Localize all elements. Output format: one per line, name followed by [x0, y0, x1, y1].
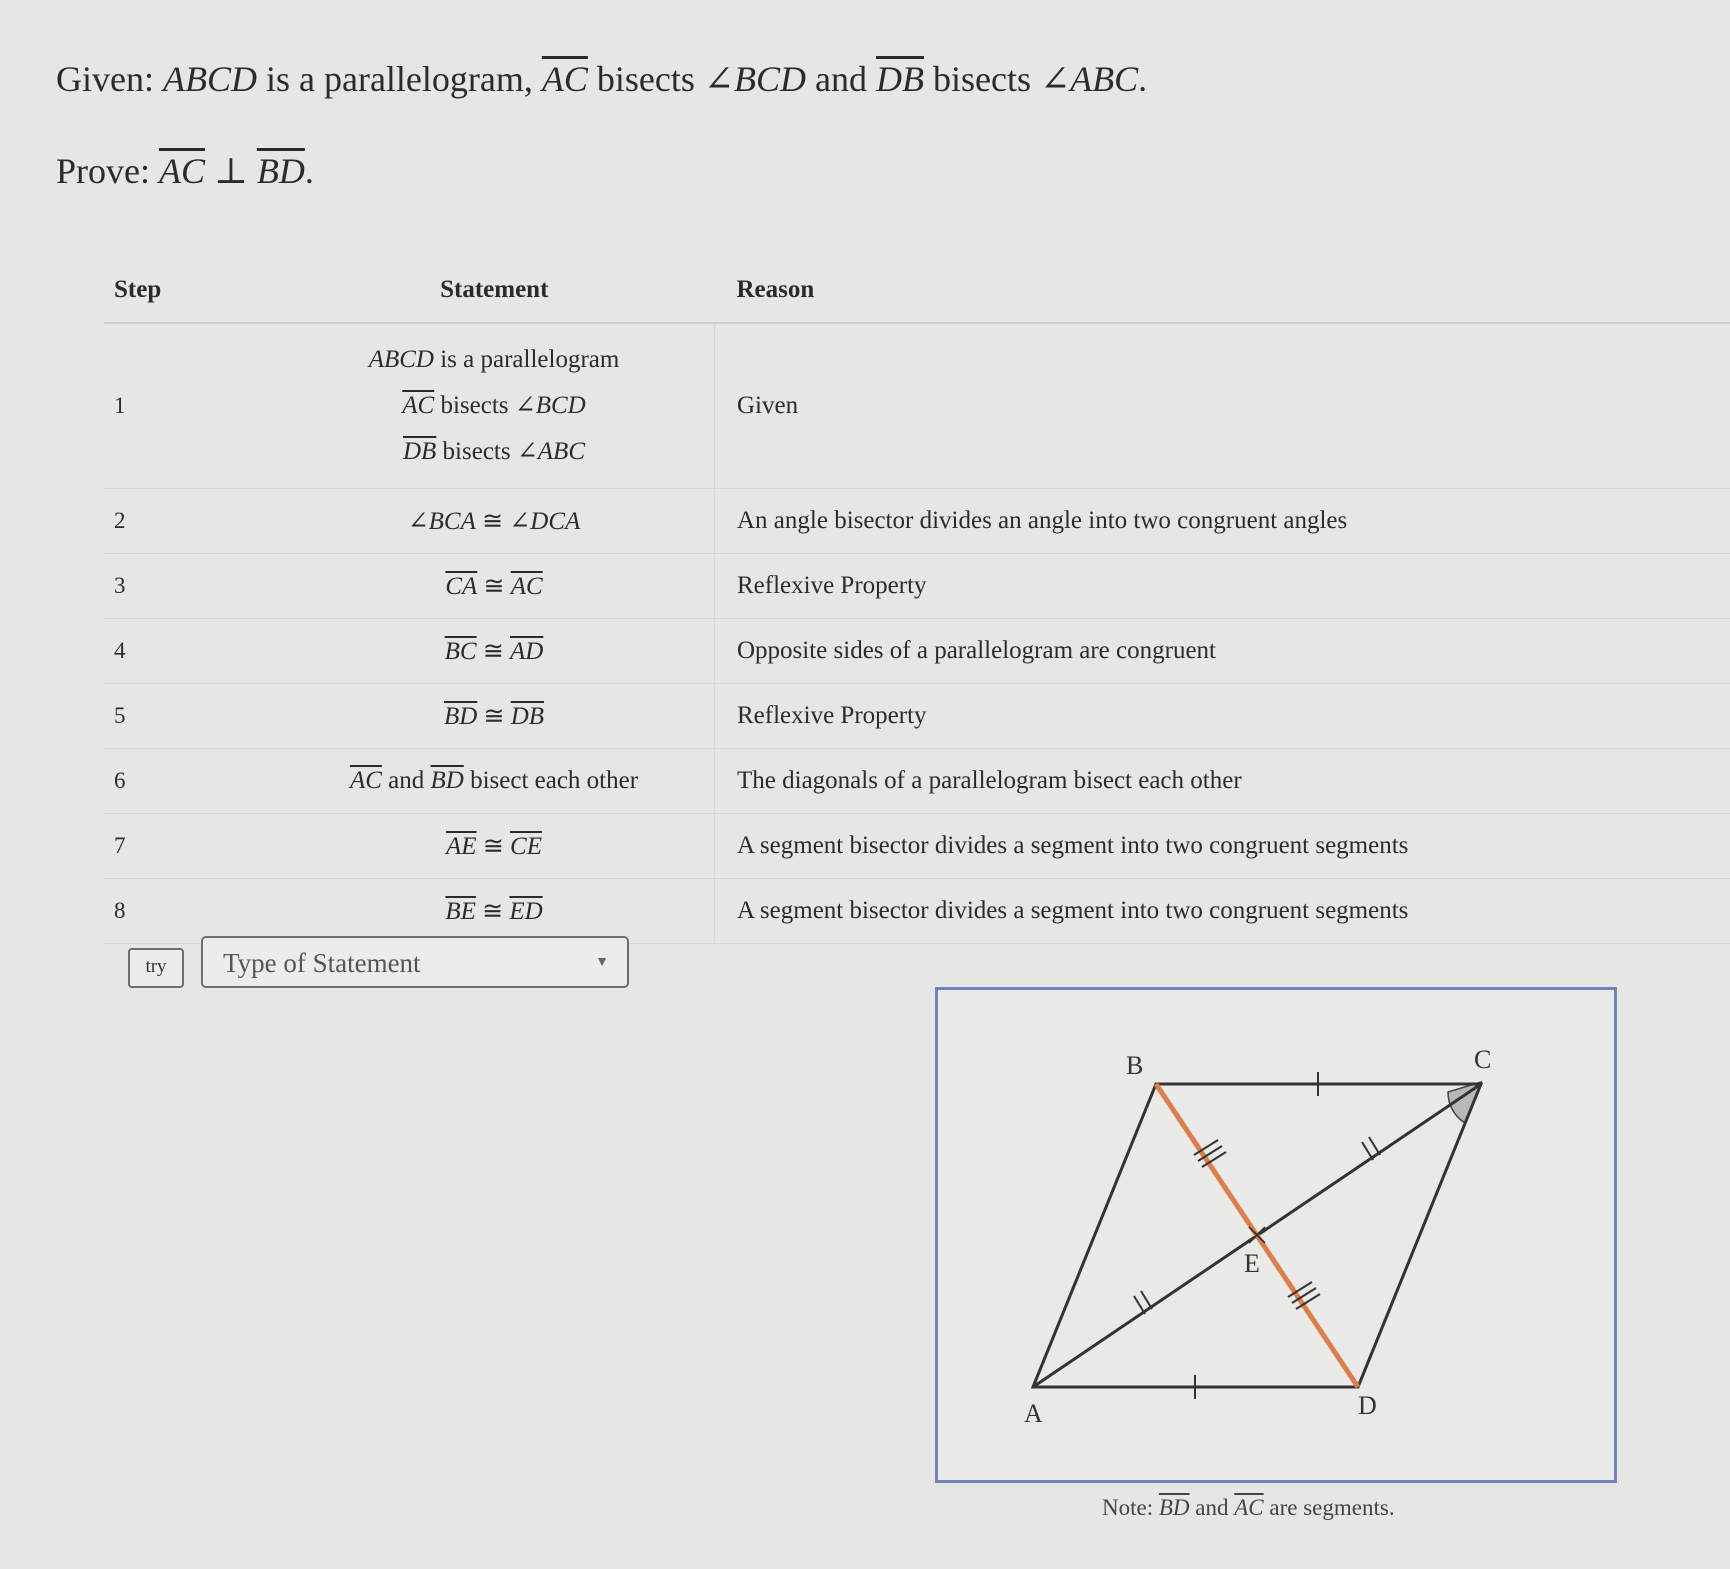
segment: $\overline{BC}$ [444, 638, 477, 665]
reason-cell: Opposite sides of a parallelogram are congruent [715, 619, 1730, 684]
statement-cell [274, 814, 715, 879]
parallelogram-diagram [938, 990, 1614, 1480]
step-number: 4 [104, 619, 274, 684]
statement-line [284, 337, 704, 383]
header-step: Step [104, 262, 274, 323]
reason-cell: Reflexive Property [715, 554, 1730, 619]
given-segment-ac: $\overline{AC}$ [541, 59, 588, 99]
segment: $\overline{DB}$ [402, 438, 437, 465]
table-row [104, 323, 1730, 489]
given-angle-abc: ∠ABC [1040, 59, 1139, 99]
statement-text: bisects [436, 438, 517, 465]
perpendicular-symbol: ⊥ [205, 151, 257, 191]
segment: $\overline{BE}$ [445, 898, 476, 925]
label-d: D [1358, 1391, 1377, 1420]
given-text-2: bisects [587, 59, 704, 99]
note-text: and [1189, 1495, 1235, 1520]
given-end: . [1138, 59, 1148, 99]
statement-type-dropdown[interactable] [201, 936, 629, 988]
prove-statement [56, 150, 314, 192]
operator: ≅ [476, 833, 511, 860]
statement-text: bisect each other [463, 767, 639, 794]
statement-cell [274, 879, 715, 944]
statement-cell [274, 619, 715, 684]
segment: $\overline{ED}$ [509, 898, 543, 925]
table-row [104, 749, 1730, 814]
operator: ≅ [477, 573, 511, 600]
label-b: B [1126, 1051, 1144, 1080]
step-number: 2 [104, 489, 274, 554]
segment: $\overline{AE}$ [446, 833, 477, 860]
segment: $\overline{BD}$ [430, 767, 464, 794]
point-e-marker [1249, 1227, 1265, 1243]
segment: $\overline{AC}$ [1234, 1495, 1264, 1520]
step-number: 8 [104, 879, 274, 944]
given-text-1: is a parallelogram, [256, 59, 542, 99]
prove-prefix: Prove: [56, 151, 159, 191]
note-prefix: Note: [1102, 1495, 1159, 1520]
label-c: C [1474, 1045, 1492, 1074]
given-text-3: and [806, 59, 877, 99]
segment: $\overline{BD}$ [1158, 1495, 1190, 1520]
statement-cell [274, 684, 715, 749]
header-statement: Statement [274, 262, 715, 323]
operator: ≅ [475, 508, 510, 535]
chevron-down-icon: ▼ [595, 955, 609, 970]
segment: $\overline{CE}$ [510, 833, 542, 860]
segment: $\overline{DB}$ [510, 703, 545, 730]
angle: ∠DCA [509, 508, 581, 535]
statement-line [284, 429, 704, 475]
note-suffix: are segments. [1263, 1495, 1395, 1520]
segment: $\overline{AC}$ [402, 392, 435, 419]
step-number: 7 [104, 814, 274, 879]
step-number: 1 [104, 323, 274, 489]
label-e: E [1244, 1249, 1260, 1278]
given-statement [56, 58, 1147, 100]
prove-segment-ac: $\overline{AC}$ [159, 151, 206, 191]
operator: and [381, 767, 431, 794]
reason-cell: Reflexive Property [715, 684, 1730, 749]
statement-cell [274, 489, 715, 554]
operator: ≅ [476, 638, 511, 665]
double-tick-ae [1134, 1291, 1152, 1314]
label-a: A [1024, 1399, 1043, 1428]
diagram-note [1102, 1495, 1395, 1521]
reason-cell: A segment bisector divides a segment into two congruent segments [715, 879, 1730, 944]
reason-cell: A segment bisector divides a segment into two congruent segments [715, 814, 1730, 879]
table-row [104, 619, 1730, 684]
reason-cell: The diagonals of a parallelogram bisect each other [715, 749, 1730, 814]
double-tick-ce [1362, 1137, 1380, 1160]
step-number: 5 [104, 684, 274, 749]
table-row [104, 814, 1730, 879]
segment: $\overline{AD}$ [510, 638, 544, 665]
segment: $\overline{AC}$ [510, 573, 543, 600]
statement-cell [274, 749, 715, 814]
segment: $\overline{BD}$ [443, 703, 478, 730]
angle: ∠BCA [407, 508, 476, 535]
reason-cell: An angle bisector divides an angle into two congruent angles [715, 489, 1730, 554]
table-row [104, 684, 1730, 749]
math-var: ABCD [368, 346, 434, 373]
try-button[interactable]: try [128, 948, 184, 988]
table-row [104, 489, 1730, 554]
segment: $\overline{CA}$ [445, 573, 478, 600]
step-number: 6 [104, 749, 274, 814]
given-segment-db: $\overline{DB}$ [876, 59, 925, 99]
statement-text: bisects [434, 392, 515, 419]
proof-table-header [104, 262, 1730, 323]
statement-line [284, 383, 704, 429]
diagram-panel [935, 987, 1617, 1483]
angle: ∠ABC [516, 438, 586, 465]
statement-cell [274, 323, 715, 489]
dropdown-placeholder: Type of Statement [223, 948, 421, 978]
statement-cell [274, 554, 715, 619]
operator: ≅ [477, 703, 511, 730]
proof-table [104, 262, 1730, 944]
given-abcd: ABCD [162, 59, 257, 99]
segment: $\overline{AC}$ [349, 767, 382, 794]
header-reason: Reason [715, 262, 1730, 323]
given-text-4: bisects [924, 59, 1041, 99]
given-angle-bcd: ∠BCD [703, 59, 807, 99]
prove-segment-bd: $\overline{BD}$ [256, 151, 305, 191]
table-row [104, 879, 1730, 944]
statement-text: is a parallelogram [433, 346, 620, 373]
reason-cell: Given [715, 323, 1730, 489]
table-row [104, 554, 1730, 619]
step-number: 3 [104, 554, 274, 619]
angle: ∠BCD [514, 392, 586, 419]
operator: ≅ [475, 898, 510, 925]
given-prefix: Given: [56, 59, 163, 99]
prove-end: . [304, 151, 314, 191]
